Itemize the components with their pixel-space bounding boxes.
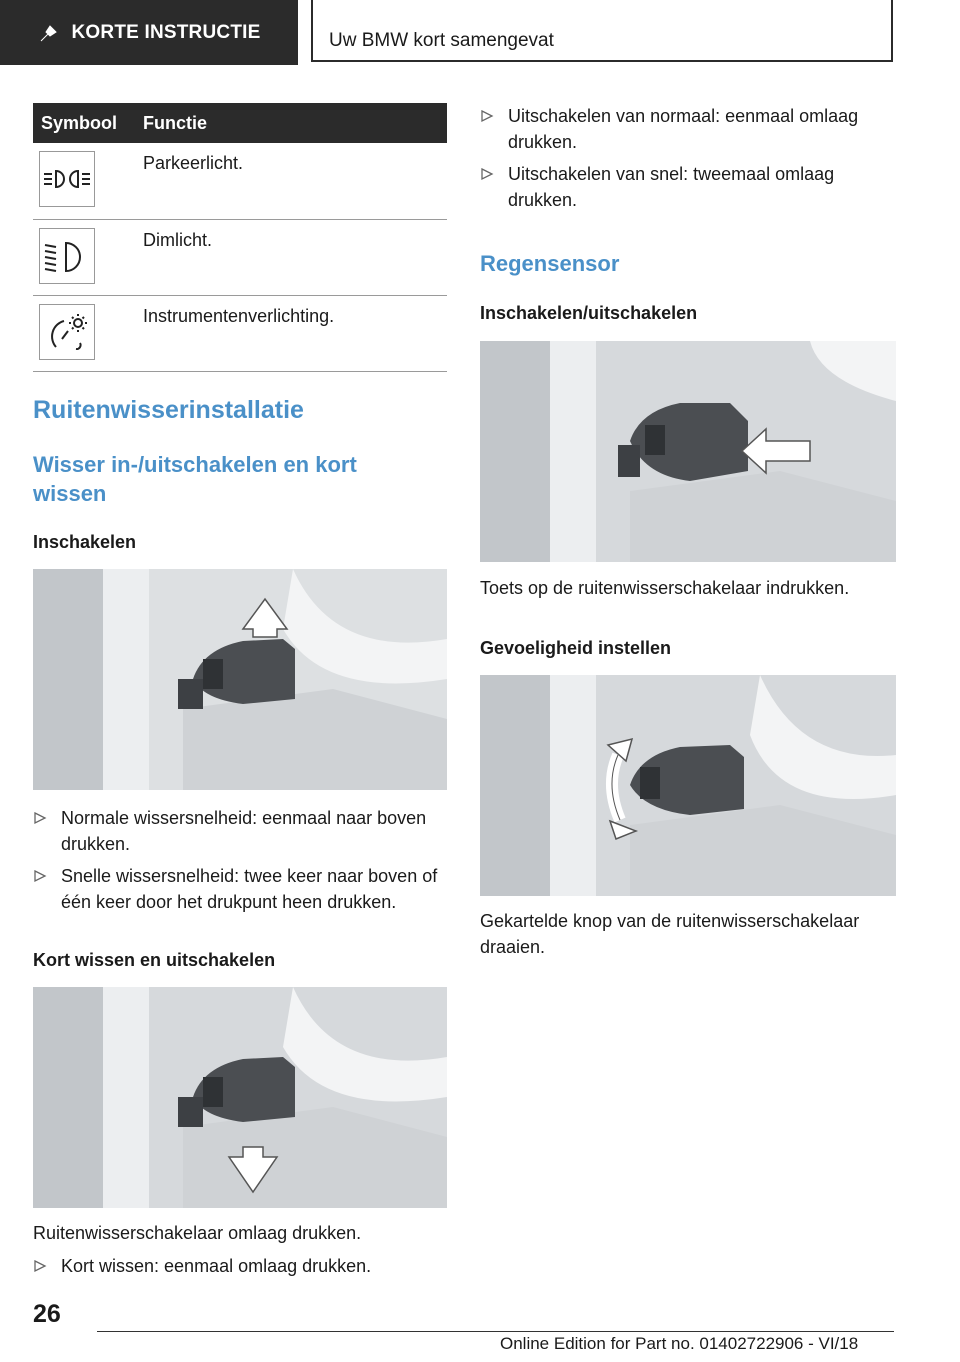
section-heading-wiper: Ruitenwisserinstallatie (33, 396, 304, 424)
footer-edition: Online Edition for Part no. 01402722906 - VI/18 (500, 1334, 859, 1353)
function-text: Parkeerlicht. (125, 143, 447, 219)
section-tab-label: KORTE INSTRUCTIE (71, 21, 261, 43)
table-header-function: Functie (125, 103, 447, 143)
page-header-title: Uw BMW kort samengevat (311, 0, 893, 62)
list-item: Normale wissersnelheid: eenmaal naar boven drukken. (33, 805, 447, 857)
sensitivity-caption: Gekartelde knop van de ruitenwisserschakelaar draaien. (480, 911, 860, 957)
bullet-triangle-icon (33, 811, 47, 825)
switch-on-list (33, 805, 447, 921)
list-item: Uitschakelen van snel: tweemaal omlaag drukken. (480, 161, 896, 213)
left-column (33, 103, 447, 1276)
short-wipe-caption: Ruitenwisserschakelaar omlaag drukken. (33, 1223, 362, 1243)
bullet-triangle-icon (480, 167, 494, 181)
heading-rain-toggle: Inschakelen/uitschakelen (480, 303, 698, 323)
short-wipe-list-right (480, 103, 896, 219)
subheading-wiper: Wisser in-/uitschakelen en kort wissen (33, 452, 357, 506)
table-row (33, 143, 447, 219)
heading-short-wipe: Kort wissen en uitschakelen (33, 950, 276, 970)
function-text: Dimlicht. (125, 219, 447, 295)
list-item: Snelle wissersnelheid: twee keer naar boven of één keer door het drukpunt heen drukken. (33, 863, 447, 915)
instrument-lighting-icon (39, 304, 95, 360)
section-tab[interactable] (0, 0, 298, 65)
table-row (33, 295, 447, 371)
symbol-table (33, 103, 447, 372)
rain-sensor-button-illustration (480, 341, 896, 562)
parking-light-icon (39, 151, 95, 207)
short-wipe-list-left (33, 1253, 447, 1285)
function-text: Instrumentenverlichting. (125, 295, 447, 371)
heading-switch-on: Inschakelen (33, 532, 137, 552)
heading-sensitivity: Gevoeligheid instellen (480, 638, 672, 658)
table-header-symbol: Symbool (33, 103, 125, 143)
wiper-down-illustration (33, 987, 447, 1208)
rain-toggle-caption: Toets op de ruitenwisserschakelaar indrukken. (480, 578, 850, 598)
low-beam-icon (39, 228, 95, 284)
quick-reference-icon (38, 22, 60, 44)
section-heading-rain-sensor: Regensensor (480, 251, 620, 276)
wiper-up-illustration (33, 569, 447, 790)
list-item: Kort wissen: eenmaal omlaag drukken. (33, 1253, 447, 1279)
page-number: 26 (33, 1300, 61, 1328)
bullet-triangle-icon (33, 869, 47, 883)
sensitivity-knob-illustration (480, 675, 896, 896)
list-item: Uitschakelen van normaal: eenmaal omlaag drukken. (480, 103, 896, 155)
footer-divider (97, 1331, 894, 1332)
bullet-triangle-icon (33, 1259, 47, 1273)
table-row (33, 219, 447, 295)
bullet-triangle-icon (480, 109, 494, 123)
